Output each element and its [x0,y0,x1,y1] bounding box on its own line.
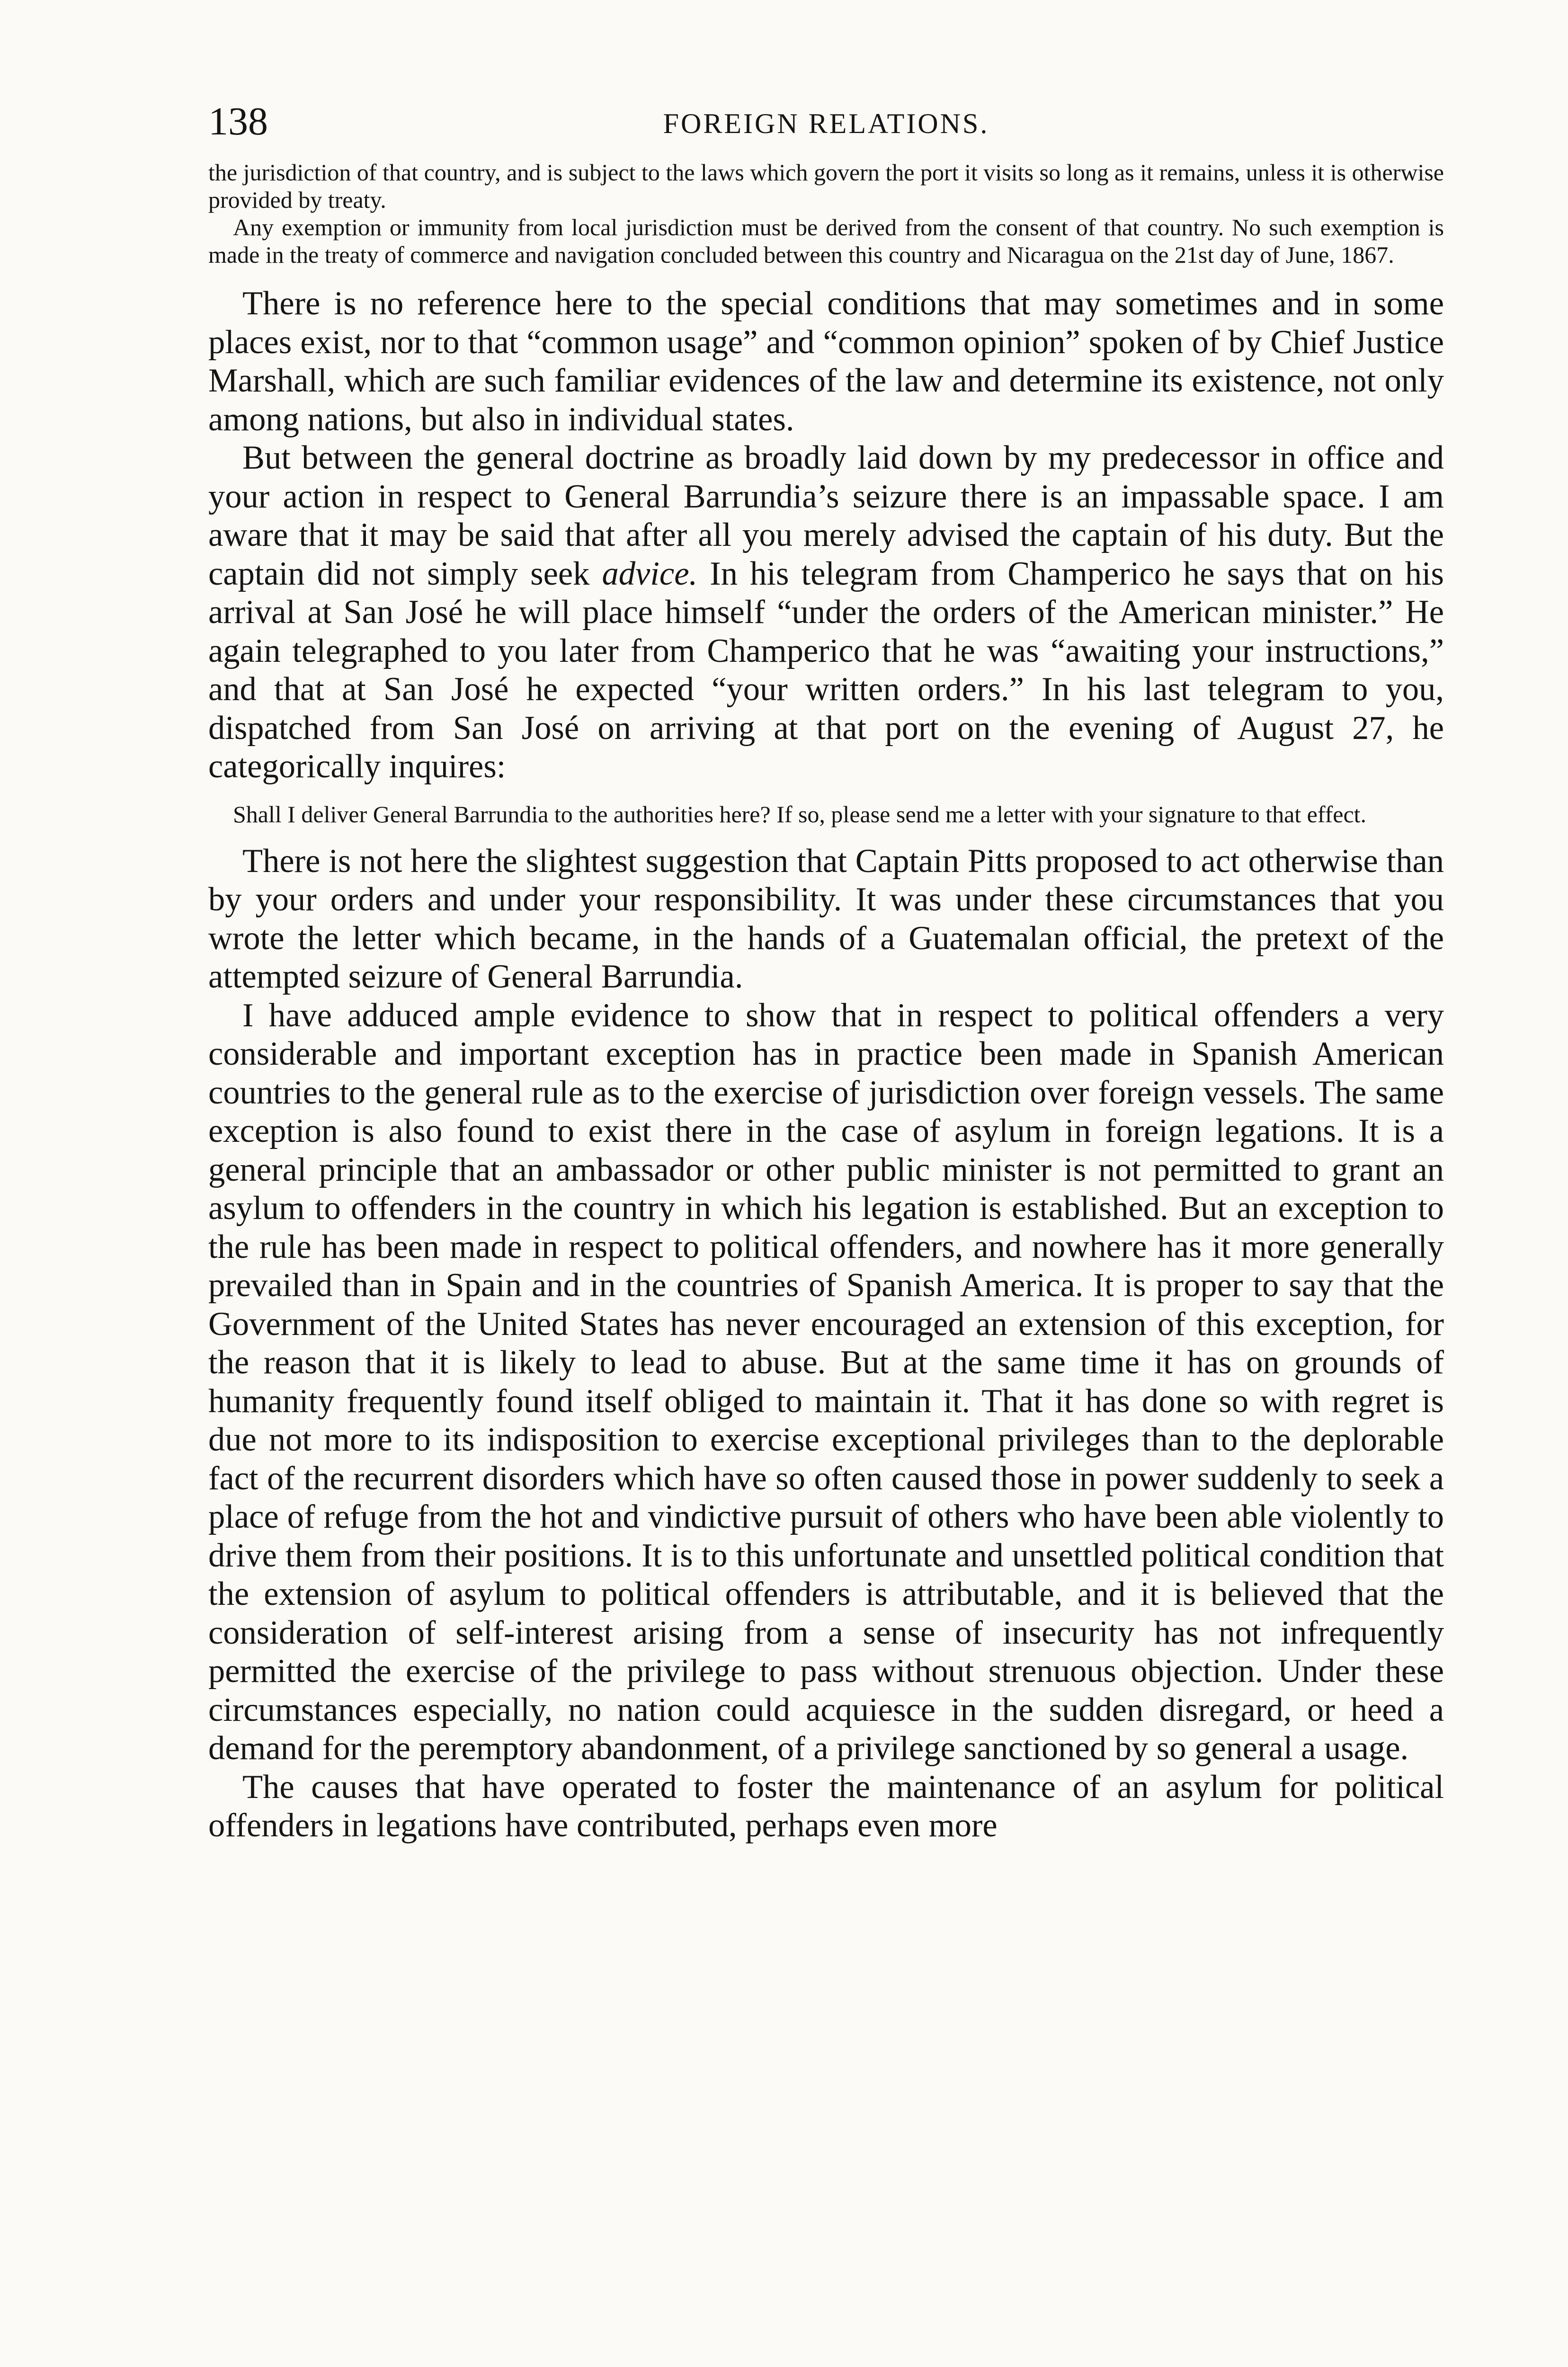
extract-paragraph: Shall I deliver General Barrundia to the authorities here? If so, please send me a letter with your signature to that effect. [233,801,1367,828]
italic-word: advice. [602,555,698,592]
page-number: 138 [208,99,268,143]
paragraph-text: But between the general doctrine as broadly laid down by my predecessor in office and your action in respect to General Barrundia’s seizure there is an impassable space. I am aware that it may be said that after all you merely advised the captain of his duty. But the captain did not simply seek [208,439,1444,592]
body-paragraph: There is not here the slightest suggestion that Captain Pitts proposed to act otherwise than by your orders and under your responsibility. It was under these circumstances that you wrote the letter which became, in the hands of a Guatemalan official, the pretext of the attempted seizure of General Barrundia. [208,842,1444,995]
quoted-extract-1 [208,159,1444,268]
page-header [208,99,1444,159]
body-paragraph [208,439,1444,786]
extract-paragraph: the jurisdiction of that country, and is subject to the laws which govern the port it visits so long as it remains, unless it is otherwise provided by treaty. [208,159,1444,213]
running-head: FOREIGN RELATIONS. [663,108,989,139]
document-page [208,99,1444,1845]
paragraph-text: In his telegram from Champerico he says that on his arrival at San José he will place himself “under the orders of the American minister.” He again telegraphed to you later from Champerico that he was “awaiting your instructions,” and that at San José he expected “your written orders.” In his last telegram to you, dispatched from San José on arriving at that port on the evening of August 27, he categorically inquires: [208,555,1444,785]
extract-paragraph: Any exemption or immunity from local jurisdiction must be derived from the consent of that country. No such exemption is made in the treaty of commerce and navigation concluded between this country and Nicaragua on the 21st day of June, 1867. [208,214,1444,268]
body-paragraph: There is no reference here to the special conditions that may sometimes and in some places exist, nor to that “common usage” and “common opinion” spoken of by Chief Justice Marshall, which are such familiar evidences of the law and determine its existence, not only among nations, but also in individual states. [208,285,1444,438]
quoted-extract-2 [208,801,1444,828]
body-paragraph: The causes that have operated to foster the maintenance of an asylum for political offenders in legations have contributed, perhaps even more [208,1768,1444,1844]
body-paragraph: I have adduced ample evidence to show that in respect to political offenders a very considerable and important exception has in practice been made in Spanish American countries to the general rule as to the exercise of jurisdiction over foreign vessels. The same exception is also found to exist there in the case of asylum in foreign legations. It is a general principle that an ambassador or other public minister is not permitted to grant an asylum to offenders in the country in which his legation is established. But an exception to the rule has been made in respect to political offenders, and nowhere has it more generally prevailed than in Spain and in the countries of Spanish America. It is proper to say that the Government of the United States has never encouraged an extension of this exception, for the reason that it is likely to lead to abuse. But at the same time it has on grounds of humanity frequently found itself obliged to maintain it. That it has done so with regret is due not more to its indisposition to exercise exceptional privileges than to the deplorable fact of the recurrent disorders which have so often caused those in power suddenly to seek a place of refuge from the hot and vindictive pursuit of others who have been able violently to drive them from their positions. It is to this unfortunate and unsettled political condition that the extension of asylum to political offenders is attributable, and it is believed that the consideration of self-interest arising from a sense of insecurity has not infrequently permitted the exercise of the privilege to pass without strenuous objection. Under these circumstances especially, no nation could acquiesce in the sudden disregard, or heed a demand for the peremptory abandonment, of a privilege sanctioned by so general a usage. [208,997,1444,1767]
